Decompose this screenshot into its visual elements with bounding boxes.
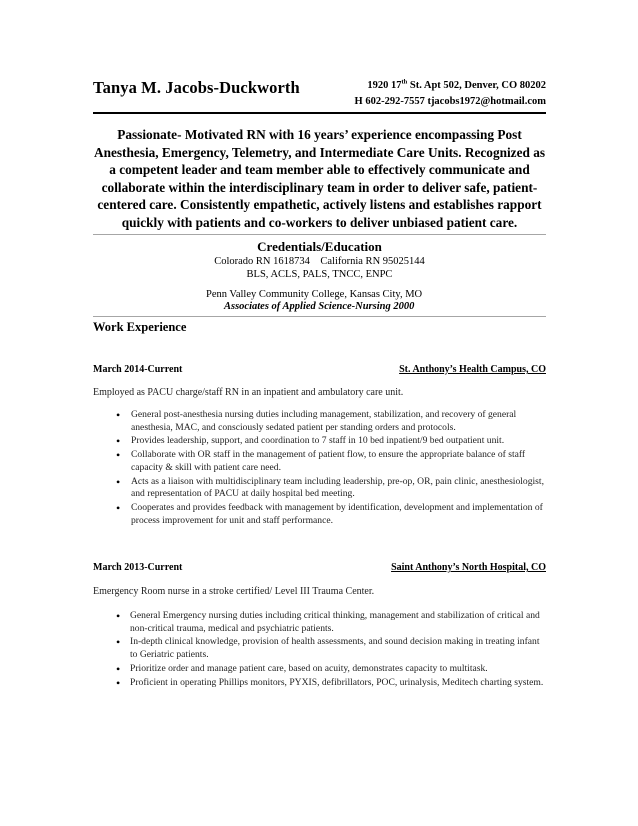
- job-date: March 2013-Current: [93, 562, 183, 573]
- work-experience-title: Work Experience: [93, 320, 187, 334]
- job-employer: St. Anthony’s Health Campus, CO: [399, 364, 546, 375]
- school-line: Penn Valley Community College, Kansas City, MO: [206, 289, 423, 300]
- credentials-section: [93, 238, 546, 281]
- job-entry: [93, 364, 546, 534]
- professional-summary: Passionate- Motivated RN with 16 years’ experience encompassing Post Anesthesia, Emergency, Telemetry, and Intermediate Care Units. Recognized as a competent leader and team member able to effectively communicate and collaborate within the interdisciplinary team in order to deliver safe, patient-centered care. Consistently empathetic, actively listens and establishes rapport quickly with patients and co-workers to deliver unbiased patient care.: [93, 127, 546, 230]
- contact-line: H 602-292-7557 tjacobs1972@hotmail.com: [354, 96, 546, 107]
- candidate-name: Tanya M. Jacobs-Duckworth: [93, 78, 300, 97]
- job-header: [93, 562, 546, 576]
- list-item: • Collaborate with OR staff in the management of patient flow, to ensure the appropriate balance of staff capacity & skill with patient care need.: [93, 449, 546, 474]
- list-item: • Provides leadership, support, and coordination to 7 staff in 10 bed inpatient/9 bed outpatient unit.: [93, 435, 546, 448]
- list-item: • Acts as a liaison with multidisciplinary team including leadership, pre-op, OR, pain clinic, anesthesiologist, and representation of PACU at daily hospital bed meeting.: [93, 476, 546, 501]
- list-item: • Prioritize order and manage patient care, based on acuity, demonstrates capacity to multitask.: [93, 663, 546, 676]
- degree-line: Associates of Applied Science-Nursing 2000: [224, 301, 415, 312]
- header-divider: [93, 112, 546, 114]
- address-street-number: 1920 17: [367, 80, 402, 91]
- job-duties-list: [93, 409, 546, 528]
- list-item: • Cooperates and provides feedback with management by identification, development and implementation of process improvement for unit and staff performance.: [93, 502, 546, 527]
- licenses-line: Colorado RN 1618734 California RN 95025144: [214, 256, 425, 267]
- list-item: • General Emergency nursing duties including critical thinking, management and stabilization of critical and non-critical trauma, medical and psychiatric patients.: [93, 610, 546, 635]
- job-header: [93, 364, 546, 378]
- job-duties-list: [93, 610, 546, 690]
- job-description: Employed as PACU charge/staff RN in an inpatient and ambulatory care unit.: [93, 387, 404, 398]
- job-date: March 2014-Current: [93, 364, 183, 375]
- job-description: Emergency Room nurse in a stroke certified/ Level III Trauma Center.: [93, 586, 375, 597]
- list-item: • General post-anesthesia nursing duties including management, stabilization, and recovery of general anesthesia, MAC, and consciously sedated patient per standing orders and protocols.: [93, 409, 546, 434]
- summary-divider: [93, 234, 546, 235]
- education-divider: [93, 316, 546, 317]
- address-ordinal: th: [401, 78, 408, 86]
- list-item: • In-depth clinical knowledge, provision of health assessments, and sound decision making in treating infant to Geriatric patients.: [93, 636, 546, 661]
- job-employer: Saint Anthony’s North Hospital, CO: [391, 562, 546, 573]
- credentials-title: Credentials/Education: [257, 239, 382, 254]
- job-entry: [93, 562, 546, 712]
- education-block: [206, 289, 422, 313]
- address: [367, 80, 546, 91]
- certifications-line: BLS, ACLS, PALS, TNCC, ENPC: [246, 268, 393, 280]
- address-rest: St. Apt 502, Denver, CO 80202: [407, 80, 546, 91]
- list-item: • Proficient in operating Phillips monitors, PYXIS, defibrillators, POC, urinalysis, Meditech charting system.: [93, 677, 546, 690]
